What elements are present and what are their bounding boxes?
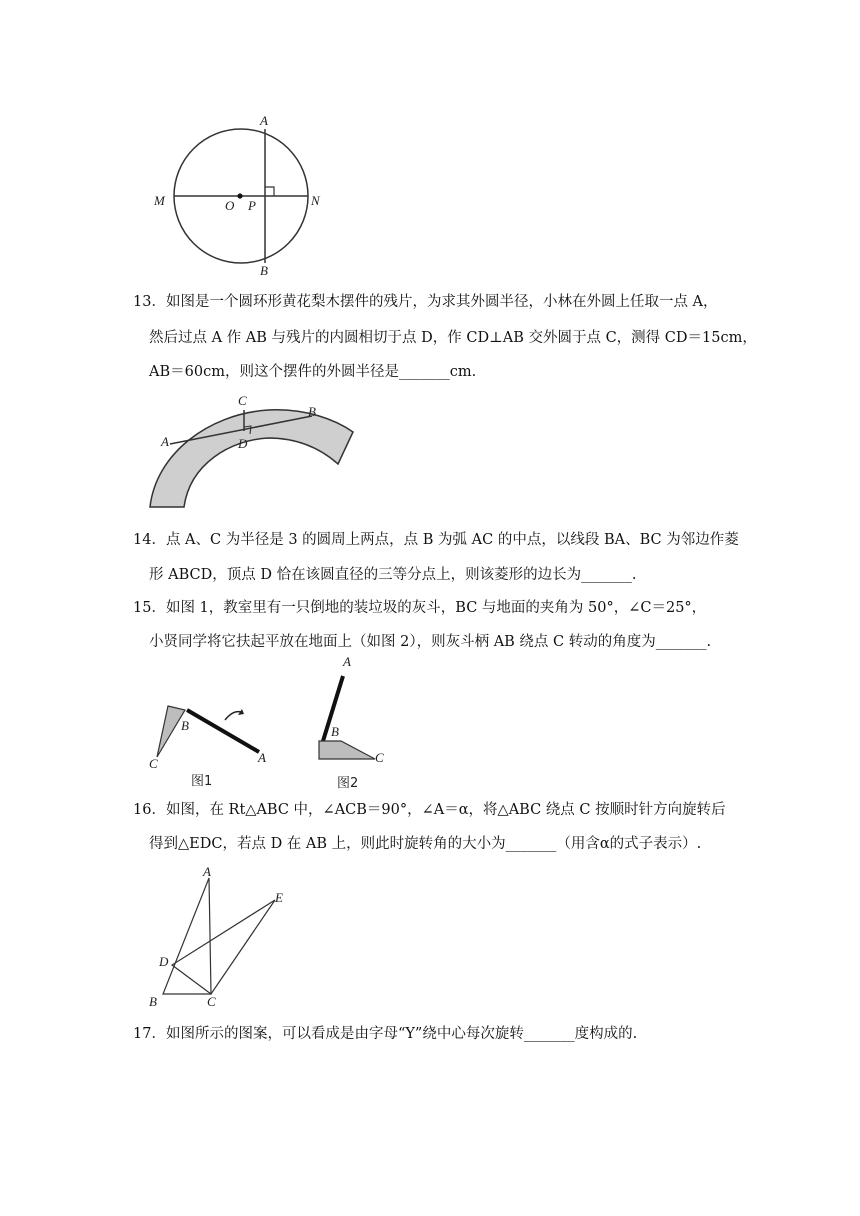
circle-figure bbox=[148, 110, 333, 280]
triangle-edc bbox=[172, 900, 275, 994]
q17-line-1: 17．如图所示的图案，可以看成是由字母“Y”绕中心每次旋转_______度构成的. bbox=[133, 1026, 638, 1042]
label-c: C bbox=[207, 994, 216, 1009]
label-a: A bbox=[343, 654, 351, 669]
label-c: C bbox=[238, 393, 247, 408]
center-point bbox=[237, 193, 242, 198]
q14-line-2: 形 ABCD，顶点 D 恰在该圆直径的三等分点上，则该菱形的边长为_______. bbox=[149, 567, 637, 583]
label-o: O bbox=[225, 198, 235, 213]
rotate-arrow-icon bbox=[225, 712, 241, 720]
q15-line-1: 15．如图 1，教室里有一只倒地的装垃圾的灰斗，BC 与地面的夹角为 50°，∠C＝25°， bbox=[133, 600, 707, 616]
label-m: M bbox=[154, 193, 165, 208]
q16-line-1: 16．如图，在 Rt△ABC 中，∠ACB＝90°，∠A＝α，将△ABC 绕点 C 按顺时针方向旋转后 bbox=[133, 802, 726, 818]
dustpan-figure bbox=[145, 652, 390, 792]
ring-fragment bbox=[150, 410, 353, 507]
rotation-figure bbox=[145, 862, 295, 1010]
label-a: A bbox=[260, 113, 268, 128]
dustpan-body-2 bbox=[319, 741, 375, 759]
label-b: B bbox=[308, 404, 316, 419]
label-e: E bbox=[275, 890, 283, 905]
q13-line-2: 然后过点 A 作 AB 与残片的内圆相切于点 D，作 CD⊥AB 交外圆于点 C，测得 CD＝15cm， bbox=[149, 330, 757, 346]
caption-figure-1: 图1 bbox=[191, 774, 213, 789]
caption-figure-2: 图2 bbox=[337, 776, 359, 791]
label-p: P bbox=[248, 198, 256, 213]
label-a: A bbox=[258, 750, 266, 765]
label-n: N bbox=[311, 193, 320, 208]
label-b: B bbox=[260, 263, 268, 278]
label-d: D bbox=[159, 954, 169, 969]
label-b: B bbox=[331, 724, 339, 739]
q16-line-2: 得到△EDC，若点 D 在 AB 上，则此时旋转角的大小为_______（用含α的式子表示）. bbox=[149, 836, 702, 852]
q14-line-1: 14．点 A、C 为半径是 3 的圆周上两点，点 B 为弧 AC 的中点，以线段 BA、BC 为邻边作菱 bbox=[133, 532, 739, 548]
q15-line-2: 小贤同学将它扶起平放在地面上（如图 2），则灰斗柄 AB 绕点 C 转动的角度为_______. bbox=[149, 634, 712, 650]
label-b: B bbox=[181, 718, 189, 733]
handle-ab-1 bbox=[187, 710, 259, 752]
right-angle-mark bbox=[265, 187, 274, 196]
label-a: A bbox=[203, 864, 211, 879]
q13-line-3: AB＝60cm，则这个摆件的外圆半径是_______cm. bbox=[149, 364, 477, 380]
label-a: A bbox=[161, 434, 169, 449]
label-c: C bbox=[375, 750, 384, 765]
label-c: C bbox=[149, 756, 158, 771]
ring-figure bbox=[148, 392, 358, 514]
label-d: D bbox=[238, 436, 248, 451]
q13-line-1: 13．如图是一个圆环形黄花梨木摆件的残片，为求其外圆半径，小林在外圆上任取一点 A， bbox=[133, 294, 718, 310]
label-b: B bbox=[149, 994, 157, 1009]
